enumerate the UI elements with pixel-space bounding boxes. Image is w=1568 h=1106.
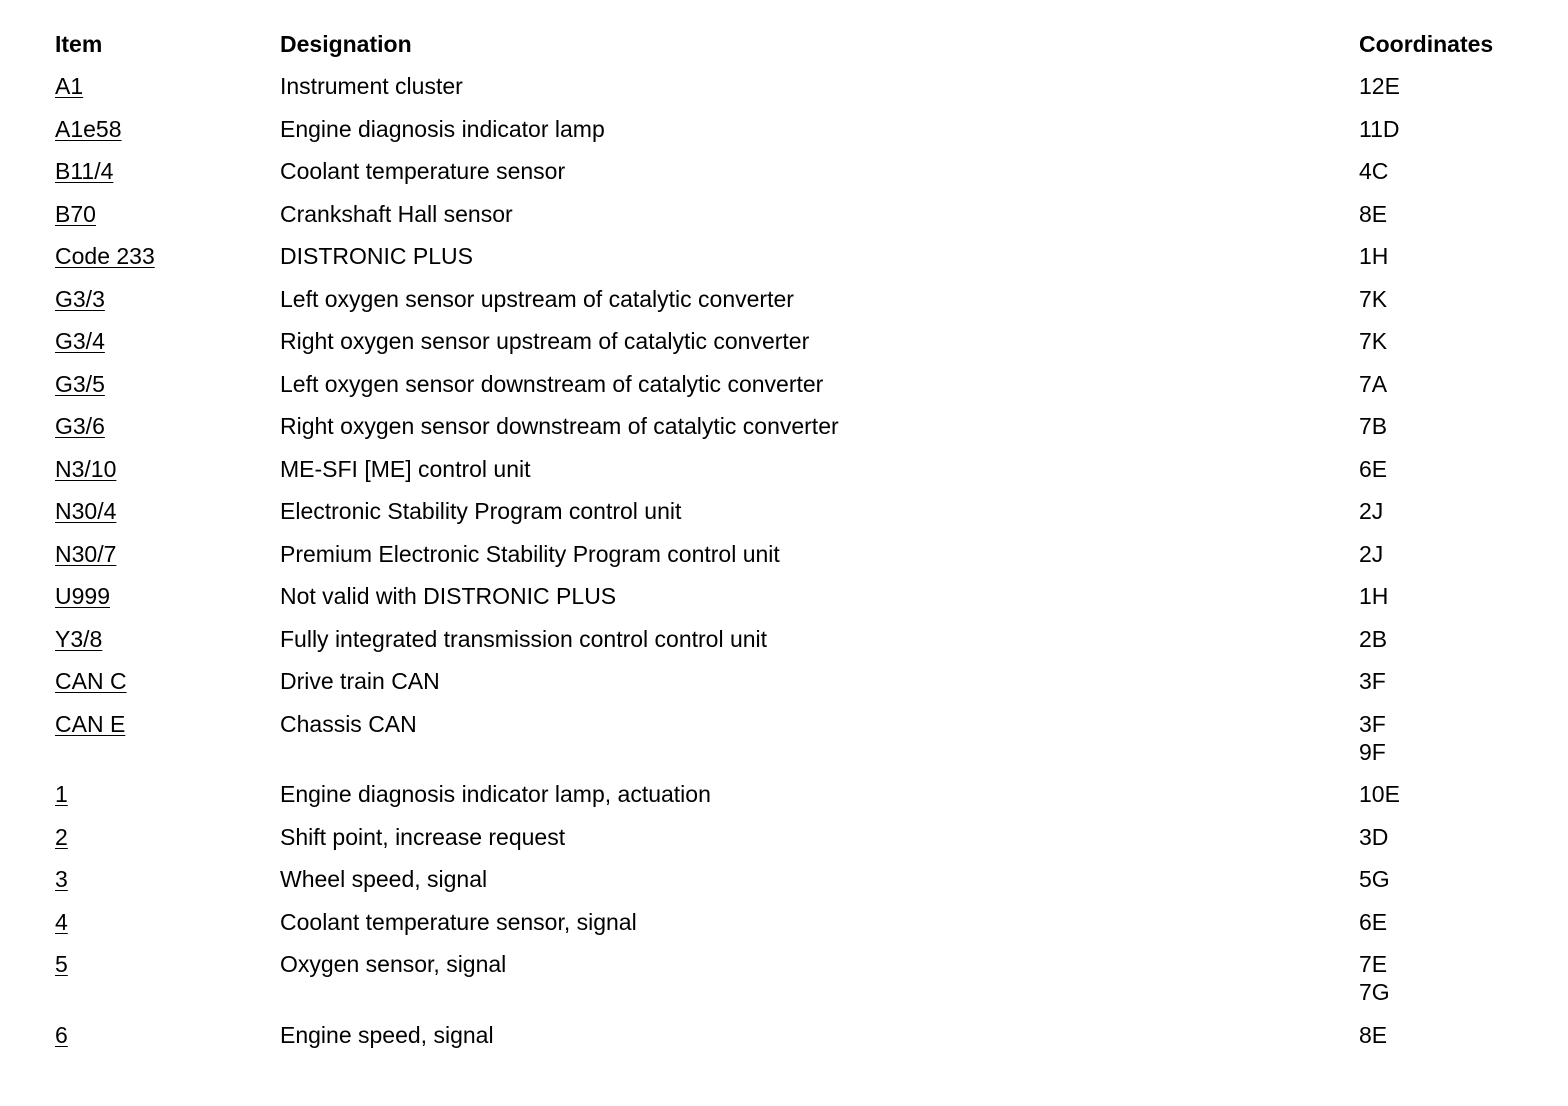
- coordinate-value: 3F: [1359, 668, 1386, 694]
- designation-text: Engine speed, signal: [280, 1021, 494, 1048]
- coordinate-value: 7K: [1359, 285, 1388, 312]
- designation-text: Right oxygen sensor downstream of catalytic converter: [280, 413, 839, 439]
- legend-row: [55, 575, 1515, 618]
- coordinate-value: 7B: [1359, 413, 1388, 439]
- legend-row: [55, 858, 1515, 901]
- designation-text: Oxygen sensor, signal: [280, 951, 507, 977]
- designation-text: Left oxygen sensor downstream of catalytic converter: [280, 370, 824, 397]
- coordinate-value: 2J: [1359, 540, 1384, 567]
- coordinate-value: 4C: [1359, 158, 1389, 184]
- item-link[interactable]: Code 233: [55, 243, 155, 269]
- legend-row: [55, 363, 1515, 406]
- designation-text: Coolant temperature sensor: [280, 158, 566, 184]
- legend-row: [55, 533, 1515, 576]
- coordinate-value: 1H: [1359, 243, 1389, 269]
- coordinate-value: 3D: [1359, 823, 1389, 850]
- designation-text: Coolant temperature sensor, signal: [280, 908, 637, 935]
- legend-row: [55, 703, 1515, 774]
- legend-row: [55, 816, 1515, 859]
- item-link[interactable]: G3/6: [55, 413, 105, 439]
- item-link[interactable]: N30/7: [55, 540, 117, 567]
- item-link[interactable]: G3/4: [55, 328, 105, 354]
- designation-text: Wheel speed, signal: [280, 866, 488, 892]
- legend-row: [55, 448, 1515, 491]
- item-link[interactable]: Y3/8: [55, 625, 103, 652]
- coordinate-value: 8E: [1359, 1021, 1388, 1048]
- coordinate-value: 2B: [1359, 625, 1388, 652]
- designation-text: Crankshaft Hall sensor: [280, 200, 513, 227]
- designation-text: Chassis CAN: [280, 710, 417, 737]
- item-link[interactable]: 2: [55, 823, 68, 850]
- coordinate-value: 8E: [1359, 200, 1388, 227]
- legend-row: [55, 108, 1515, 151]
- item-link[interactable]: B11/4: [55, 158, 114, 184]
- legend-row: [55, 405, 1515, 448]
- designation-text: Shift point, increase request: [280, 823, 566, 850]
- coordinate-value: 6E: [1359, 455, 1388, 482]
- item-link[interactable]: N3/10: [55, 455, 117, 482]
- legend-row: [55, 1014, 1515, 1057]
- item-link[interactable]: 5: [55, 951, 68, 977]
- legend-row: [55, 65, 1515, 108]
- item-link[interactable]: 1: [55, 781, 68, 807]
- legend-row: [55, 278, 1515, 321]
- designation-text: Premium Electronic Stability Program control unit: [280, 540, 780, 567]
- designation-text: Engine diagnosis indicator lamp, actuation: [280, 781, 711, 807]
- coordinate-value: 7K: [1359, 328, 1388, 354]
- item-link[interactable]: A1: [55, 73, 84, 99]
- coordinate-value: 7E: [1359, 951, 1388, 977]
- legend-row: [55, 193, 1515, 236]
- coordinate-value: 3F: [1359, 710, 1386, 737]
- coordinate-value: 1H: [1359, 583, 1389, 609]
- designation-text: Not valid with DISTRONIC PLUS: [280, 583, 617, 609]
- designation-text: ME-SFI [ME] control unit: [280, 455, 531, 482]
- item-link[interactable]: 4: [55, 908, 68, 935]
- header-item: Item: [55, 31, 103, 57]
- item-link[interactable]: U999: [55, 583, 110, 609]
- coordinate-value: 7G: [1359, 979, 1390, 1005]
- coordinate-value: 6E: [1359, 908, 1388, 935]
- header-designation: Designation: [280, 31, 412, 57]
- designation-text: Instrument cluster: [280, 73, 463, 99]
- legend-table: [55, 28, 1515, 1056]
- designation-text: DISTRONIC PLUS: [280, 243, 473, 269]
- coordinate-value: 9F: [1359, 738, 1386, 765]
- designation-text: Right oxygen sensor upstream of catalytic converter: [280, 328, 810, 354]
- item-link[interactable]: 6: [55, 1021, 68, 1048]
- coordinate-value: 7A: [1359, 370, 1388, 397]
- legend-row: [55, 618, 1515, 661]
- legend-rows: [55, 65, 1515, 1056]
- item-link[interactable]: G3/5: [55, 370, 105, 397]
- legend-row: [55, 943, 1515, 1014]
- header-coordinates: Coordinates: [1359, 31, 1494, 57]
- legend-row: [55, 901, 1515, 944]
- coordinate-value: 11D: [1359, 115, 1400, 142]
- designation-text: Drive train CAN: [280, 668, 440, 694]
- item-link[interactable]: CAN E: [55, 710, 126, 737]
- legend-row: [55, 490, 1515, 533]
- designation-text: Fully integrated transmission control control unit: [280, 625, 768, 652]
- legend-row: [55, 235, 1515, 278]
- legend-row: [55, 320, 1515, 363]
- item-link[interactable]: G3/3: [55, 285, 105, 312]
- item-link[interactable]: A1e58: [55, 115, 122, 142]
- designation-text: Engine diagnosis indicator lamp: [280, 115, 605, 142]
- coordinate-value: 5G: [1359, 866, 1390, 892]
- coordinate-value: 10E: [1359, 781, 1400, 807]
- item-link[interactable]: 3: [55, 866, 68, 892]
- coordinate-value: 2J: [1359, 498, 1384, 524]
- item-link[interactable]: B70: [55, 200, 96, 227]
- designation-text: Left oxygen sensor upstream of catalytic converter: [280, 285, 794, 312]
- coordinate-value: 12E: [1359, 73, 1400, 99]
- item-link[interactable]: CAN C: [55, 668, 127, 694]
- legend-row: [55, 773, 1515, 816]
- legend-row: [55, 150, 1515, 193]
- legend-row: [55, 660, 1515, 703]
- legend-header-row: [55, 28, 1515, 65]
- designation-text: Electronic Stability Program control unit: [280, 498, 682, 524]
- item-link[interactable]: N30/4: [55, 498, 117, 524]
